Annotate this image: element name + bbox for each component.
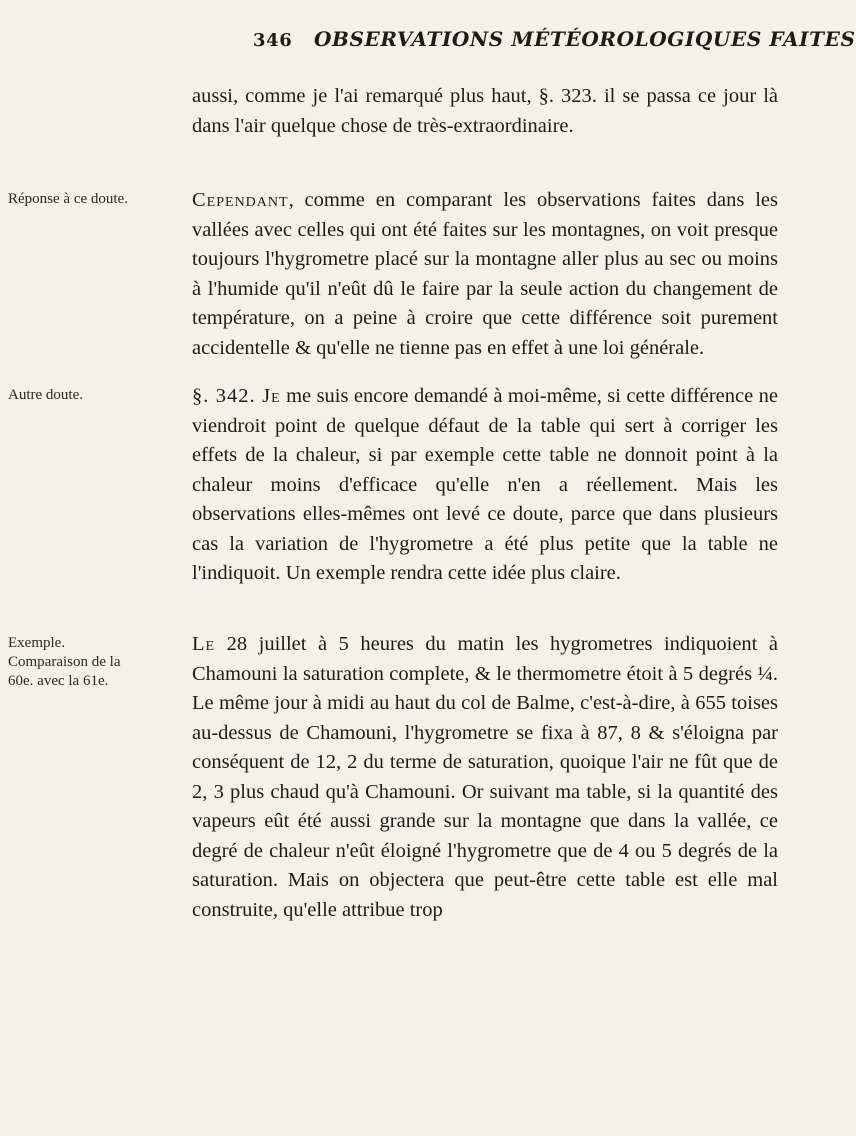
paragraph-text: , comme en comparant les observations faites dans les vallées avec celles qui ont été faites sur les montagnes, on voit presque toujours l'hygrometre placé sur la montagne aller plus au sec ou moins à l'humide qu'il n'eût dû le faire par la seule action du changement de température, on a peine à croire que cette différence soit purement accidentelle & qu'elle ne tienne pas en effet à une loi générale.: [192, 189, 778, 359]
paragraph-text: me suis encore demandé à moi-même, si cette différence ne viendroit point de quelque défaut de la table qui sert à corriger les effets de la chaleur, si par exemple cette table ne donnoit point à la chaleur moins d'efficace qu'elle n'en a réellement. Mais les observations elles-mêmes ont levé ce doute, parce que dans plusieurs cas la variation de l'hygrometre a été plus petite que la table ne l'indiquoit. Un exemple rendra cette idée plus claire.: [192, 385, 778, 584]
paragraph-exemple: [192, 630, 778, 925]
paragraph-continuation: [192, 82, 778, 141]
paragraph-lead: §. 342. Je: [192, 385, 281, 407]
paragraph-text: 28 juillet à 5 heures du matin les hygrometres indiquoient à Chamouni la saturation complete, & le thermometre étoit à 5 degrés ¼. Le même jour à midi au haut du col de Balme, c'est-à-dire, à 655 toises au-dessus de Chamouni, l'hygrometre se fixa à 87, 8 & s'éloigna par conséquent de 12, 2 du terme de saturation, quoique l'air ne fût que de 2, 3 plus chaud qu'à Chamouni. Or suivant ma table, si la quantité des vapeurs eût été aussi grande sur la montagne que dans la vallée, ce degré de chaleur n'eût éloigné l'hygrometre que de 4 ou 5 degrés de la saturation. Mais on objectera que peut-être cette table est elle mal construite, qu'elle attribue trop: [192, 633, 778, 921]
paragraph-lead: Cependant: [192, 189, 289, 211]
margin-note-autre-doute: Autre doute.: [8, 387, 83, 403]
paragraph-cependant: [192, 186, 778, 363]
margin-note-exemple: Exemple. Comparaison de la 60e. avec la 61e.: [8, 635, 121, 689]
paragraph-text: aussi, comme je l'ai remarqué plus haut, §. 323. il se passa ce jour là dans l'air quelque chose de très-extraordinaire.: [192, 85, 778, 137]
running-header: [253, 27, 856, 51]
running-title: OBSERVATIONS MÉTÉOROLOGIQUES FAITES: [313, 27, 856, 51]
paragraph-lead: Le: [192, 633, 216, 655]
page-number: 346: [253, 30, 293, 51]
margin-note-reponse: Réponse à ce doute.: [8, 191, 128, 207]
paragraph-section-342: [192, 382, 778, 589]
